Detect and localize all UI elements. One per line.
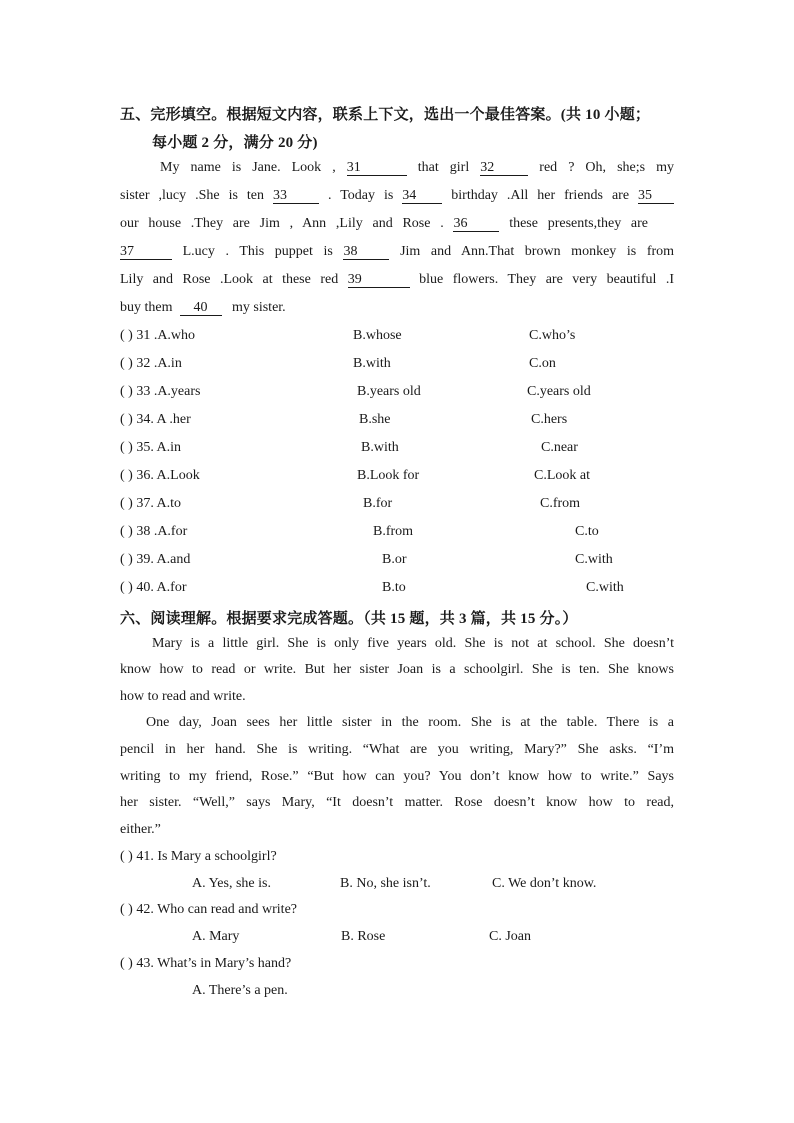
question-36-stem: ( ) 36. A.Look (120, 468, 200, 483)
cloze-blank-35: 35 (638, 189, 674, 204)
question-32-option-b: B.with (353, 356, 391, 371)
cloze-blank-38: 38 (343, 245, 389, 260)
question-31-option-b: B.whose (353, 328, 402, 343)
cloze-text: Lily and Rose .Look at these red (120, 272, 339, 287)
cloze-text: birthday .All her friends are (451, 188, 630, 203)
question-40-option-c: C.with (586, 580, 624, 595)
question-31-option-c: C.who’s (529, 328, 576, 343)
question-33-option-c: C.years old (527, 384, 591, 399)
question-41-option-c: C. We don’t know. (492, 876, 597, 891)
cloze-text: red ? Oh, she;s my (539, 160, 674, 175)
cloze-blank-40: 40 (180, 301, 222, 316)
cloze-blank-36: 36 (453, 217, 499, 232)
cloze-blank-33: 33 (273, 189, 319, 204)
question-33-stem: ( ) 33 .A.years (120, 384, 201, 399)
question-39-stem: ( ) 39. A.and (120, 552, 191, 567)
question-40-option-b: B.to (382, 580, 406, 595)
cloze-line-4 (120, 244, 674, 260)
question-31-stem: ( ) 31 .A.who (120, 328, 196, 343)
cloze-line-2 (120, 188, 674, 204)
passage-p1-line1: Mary is a little girl. She is only five years old. She is not at school. She doesn’t (152, 636, 674, 651)
section5-title-line1: 五、完形填空。根据短文内容，联系上下文，选出一个最佳答案。(共 10 小题； (120, 107, 651, 123)
cloze-text: our house .They are Jim , Ann ,Lily and Rose . (120, 216, 444, 231)
question-42-option-a: A. Mary (192, 929, 240, 944)
cloze-text: my sister. (232, 300, 286, 315)
passage-p2-line2: pencil in her hand. She is writing. “What are you writing, Mary?” She asks. “I’m (120, 742, 674, 757)
cloze-text: Jim and Ann.That brown monkey is from (400, 244, 675, 259)
cloze-line-1 (160, 160, 674, 176)
cloze-text: buy them (120, 300, 173, 315)
question-42-option-b: B. Rose (341, 929, 386, 944)
cloze-line-3 (120, 216, 648, 232)
cloze-blank-31: 31 (347, 161, 407, 176)
cloze-line-6 (120, 300, 674, 316)
question-42-stem: ( ) 42. Who can read and write? (120, 902, 297, 917)
cloze-text: sister ,lucy .She is ten (120, 188, 264, 203)
question-38-stem: ( ) 38 .A.for (120, 524, 188, 539)
question-43-stem: ( ) 43. What’s in Mary’s hand? (120, 956, 292, 971)
cloze-text: My name is Jane. Look , (160, 160, 336, 175)
question-32-stem: ( ) 32 .A.in (120, 356, 182, 371)
cloze-text: blue flowers. They are very beautiful .I (419, 272, 675, 287)
question-34-stem: ( ) 34. A .her (120, 412, 191, 427)
question-36-option-c: C.Look at (534, 468, 590, 483)
question-35-stem: ( ) 35. A.in (120, 440, 182, 455)
question-35-option-b: B.with (361, 440, 399, 455)
passage-p1-line3: how to read and write. (120, 689, 246, 704)
cloze-line-5 (120, 272, 674, 288)
passage-p2-line1: One day, Joan sees her little sister in the room. She is at the table. There is a (146, 715, 674, 730)
question-39-option-c: C.with (575, 552, 613, 567)
question-34-option-c: C.hers (531, 412, 568, 427)
section6-title: 六、阅读理解。根据要求完成答题。（共 15 题，共 3 篇，共 15 分。） (120, 611, 578, 627)
section5-title-line2: 每小题 2 分，满分 20 分) (152, 135, 318, 151)
question-41-option-b: B. No, she isn’t. (340, 876, 431, 891)
cloze-text: that girl (417, 160, 470, 175)
question-40-stem: ( ) 40. A.for (120, 580, 187, 595)
question-32-option-c: C.on (529, 356, 556, 371)
question-41-option-a: A. Yes, she is. (192, 876, 271, 891)
question-34-option-b: B.she (359, 412, 391, 427)
question-41-stem: ( ) 41. Is Mary a schoolgirl? (120, 849, 277, 864)
cloze-blank-37: 37 (120, 245, 172, 260)
question-39-option-b: B.or (382, 552, 407, 567)
question-37-stem: ( ) 37. A.to (120, 496, 182, 511)
cloze-blank-39: 39 (348, 273, 410, 288)
question-37-option-c: C.from (540, 496, 581, 511)
question-36-option-b: B.Look for (357, 468, 420, 483)
question-42-option-c: C. Joan (489, 929, 531, 944)
question-33-option-b: B.years old (357, 384, 421, 399)
question-43-option-a: A. There’s a pen. (192, 983, 288, 998)
passage-p2-line5: either.” (120, 822, 161, 837)
cloze-blank-34: 34 (402, 189, 442, 204)
question-38-option-c: C.to (575, 524, 599, 539)
cloze-text: . Today is (327, 188, 394, 203)
passage-p1-line2: know how to read or write. But her sister Joan is a schoolgirl. She is ten. She knows (120, 662, 674, 677)
passage-p2-line4: her sister. “Well,” says Mary, “It doesn’t matter. Rose doesn’t know how to read, (120, 795, 674, 810)
question-37-option-b: B.for (363, 496, 393, 511)
passage-p2-line3: writing to my friend, Rose.” “But how can you? You don’t know how to write.” Says (120, 769, 674, 784)
question-35-option-c: C.near (541, 440, 578, 455)
question-38-option-b: B.from (373, 524, 414, 539)
cloze-blank-32: 32 (480, 161, 528, 176)
cloze-text: L.ucy . This puppet is (182, 244, 333, 259)
cloze-text: these presents,they are (509, 216, 649, 231)
